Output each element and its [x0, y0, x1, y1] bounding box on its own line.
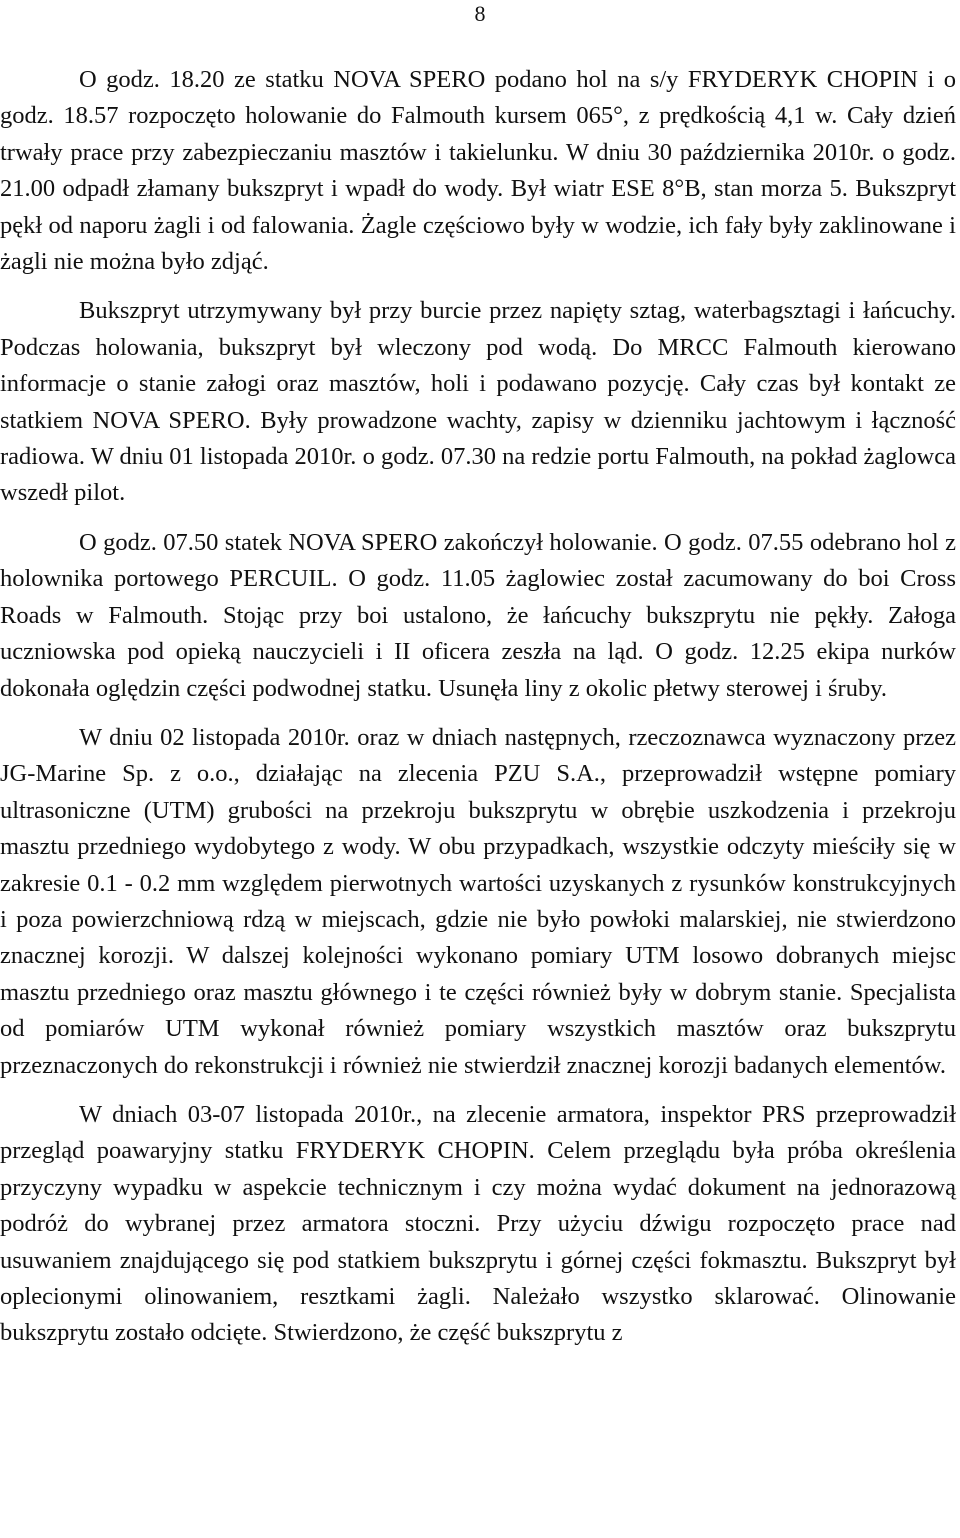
paragraph-prs-inspection: W dniach 03-07 listopada 2010r., na zlecenie armatora, inspektor PRS przeprowadził przegląd poawaryjny statku FRYDERYK CHOPIN. Celem przeglądu była próba określenia przyczyny wypadku w aspekcie technicznym i czy można wydać dokument na jednorazową podróż do wybranej przez armatora stoczni. Przy użyciu dźwigu rozpoczęto prace nad usuwaniem znajdującego się pod statkiem bukszprytu i górnej części fokmasztu. Bukszpryt był oplecionymi olinowaniem, resztkami żagli. Należało wszystko sklarować. Olinowanie bukszprytu zostało odcięte. Stwierdzono, że część bukszprytu z — [0, 1100, 956, 1347]
paragraph-bowsprit-towed: Bukszpryt utrzymywany był przy burcie przez napięty sztag, waterbagsztagi i łańcuchy. Podczas holowania, bukszpryt był wleczony pod wodą. Do MRCC Falmouth kierowano informacje o stanie załogi oraz masztów, holi i podawano pozycję. Cały czas był kontakt ze statkiem NOVA SPERO. Były prowadzone wachty, zapisy w dzienniku jachtowym i łączność radiowa. W dniu 01 listopada 2010r. o godz. 07.30 na redzie portu Falmouth, na pokład żaglowca wszedł pilot. — [0, 297, 956, 507]
paragraph-mooring-falmouth: O godz. 07.50 statek NOVA SPERO zakończył holowanie. O godz. 07.55 odebrano hol z holownika portowego PERCUIL. O godz. 11.05 żaglowiec został zacumowany do boi Cross Roads w Falmouth. Stojąc przy boi ustalono, że łańcuchy bukszprytu nie pękły. Załoga uczniowska pod opieką nauczycieli i II oficera zeszła na ląd. O godz. 12.25 ekipa nurków dokonała oględzin części podwodnej statku. Usunęła liny z okolic płetwy sterowej i śruby. — [0, 528, 956, 702]
paragraph-towing-start: O godz. 18.20 ze statku NOVA SPERO podano hol na s/y FRYDERYK CHOPIN i o godz. 18.57 rozpoczęto holowanie do Falmouth kursem 065°, z prędkością 4,1 w. Cały dzień trwały prace przy zabezpieczaniu masztów i takielunku. W dniu 30 października 2010r. o godz. 21.00 odpadł złamany bukszpryt i wpadł do wody. Był wiatr ESE 8°B, stan morza 5. Bukszpryt pękł od naporu żagli i od falowania. Żagle częściowo były w wodzie, ich fały były zaklinowane i żagli nie można było zdjąć. — [0, 66, 956, 276]
paragraph-utm-measurements: W dniu 02 listopada 2010r. oraz w dniach następnych, rzeczoznawca wyznaczony przez JG-Marine Sp. z o.o., działając na zlecenia PZU S.A., przeprowadził wstępne pomiary ultrasoniczne (UTM) grubości na przekroju bukszprytu w obrębie uszkodzenia i przekroju masztu przedniego wydobytego z wody. W obu przypadkach, wszystkie odczyty mieściły się w zakresie 0.1 - 0.2 mm względem pierwotnych wartości uzyskanych z rysunków konstrukcyjnych i poza powierzchniową rdzą w miejscach, gdzie nie było powłoki malarskiej, nie stwierdzono znacznej korozji. W dalszej kolejności wykonano pomiary UTM losowo dobranych miejsc masztu przedniego oraz masztu głównego i te części również były w dobrym stanie. Specjalista od pomiarów UTM wykonał również pomiary wszystkich masztów oraz bukszprytu przeznaczonych do rekonstrukcji i również nie stwierdził znacznej korozji badanych elementów. — [0, 723, 956, 1079]
page-number: 8 — [474, 1, 486, 26]
